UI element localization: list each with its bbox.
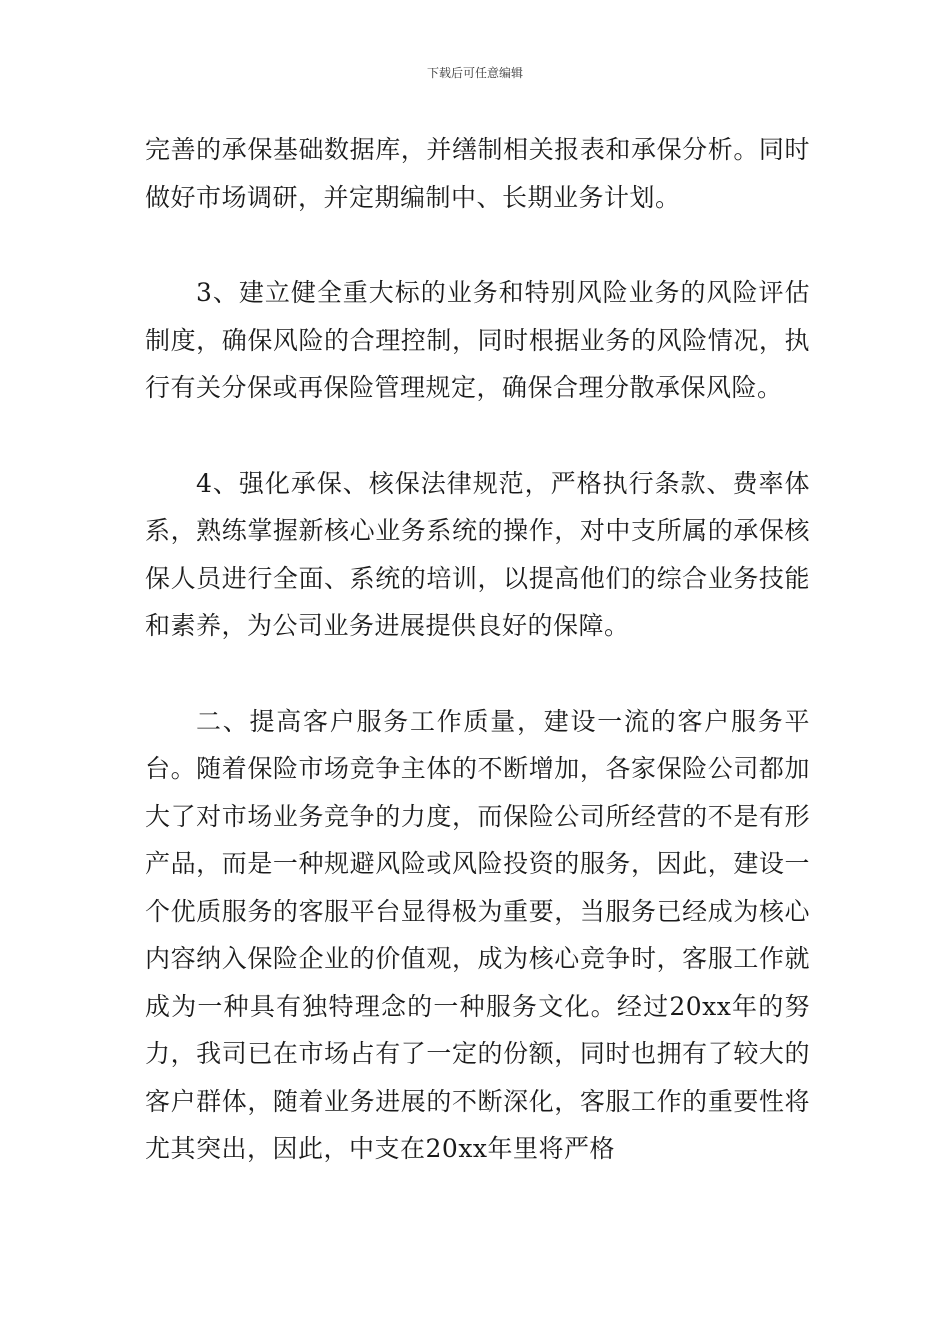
- paragraph-section-2: 二、提高客户服务工作质量，建设一流的客户服务平台。随着保险市场竞争主体的不断增加，各家保险公司都加大了对市场业务竞争的力度，而保险公司所经营的不是有形产品，而是一种规避风险或风险投资的服务，因此，建设一个优质服务的客服平台显得极为重要，当服务已经成为核心内容纳入保险企业的价值观，成为核心竞争时，客服工作就成为一种具有独特理念的一种服务文化。经过20xx年的努力，我司已在市场占有了一定的份额，同时也拥有了较大的客户群体，随着业务进展的不断深化，客服工作的重要性将尤其突出，因此，中支在20xx年里将严格: [145, 706, 810, 1163]
- page-header: 下载后可任意编辑: [426, 66, 523, 80]
- paragraph-item-4: 4、强化承保、核保法律规范，严格执行条款、费率体系，熟练掌握新核心业务系统的操作，对中支所属的承保核保人员进行全面、系统的培训，以提高他们的综合业务技能和素养，为公司业务进展提供良好的保障。: [145, 468, 810, 640]
- document-body: [145, 126, 810, 1173]
- paragraph-item-3: 3、建立健全重大标的业务和特别风险业务的风险评估制度，确保风险的合理控制，同时根据业务的风险情况，执行有关分保或再保险管理规定，确保合理分散承保风险。: [145, 278, 810, 402]
- paragraph-continuation: 完善的承保基础数据库，并缮制相关报表和承保分析。同时做好市场调研，并定期编制中、长期业务计划。: [145, 135, 810, 212]
